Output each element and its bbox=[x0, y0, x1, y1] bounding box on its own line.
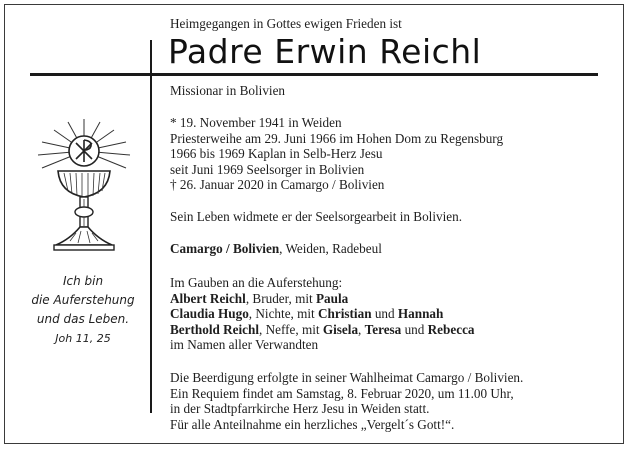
relative-name: Paula bbox=[315, 290, 349, 306]
relatives-closing: im Namen aller Verwandten bbox=[170, 337, 319, 353]
relative-name: Hannah bbox=[397, 306, 444, 322]
verse-line: Ich bin bbox=[62, 274, 104, 288]
biography bbox=[170, 115, 503, 193]
relative-text: , Bruder, mit bbox=[245, 290, 316, 306]
relative-line bbox=[170, 291, 475, 307]
places-rest: , Weiden, Radebeul bbox=[279, 241, 382, 256]
bio-line: † 26. Januar 2020 in Camargo / Bolivien bbox=[170, 177, 385, 193]
relative-name: Albert Reichl bbox=[170, 290, 246, 306]
places-line bbox=[170, 241, 382, 257]
role-text: Missionar in Bolivien bbox=[170, 83, 286, 98]
cross-horizontal-bar bbox=[30, 73, 598, 76]
bio-line: * 19. November 1941 in Weiden bbox=[170, 115, 342, 130]
relative-name: Teresa bbox=[364, 321, 402, 337]
relative-text: und bbox=[401, 321, 428, 337]
relative-name: Berthold Reichl bbox=[170, 321, 260, 337]
chalice-chi-rho-icon bbox=[30, 115, 138, 255]
funeral-line: in der Stadtpfarrkirche Herz Jesu in Weiden statt. bbox=[170, 401, 430, 417]
relative-text: , Nichte, mit bbox=[248, 306, 319, 322]
relative-text: und bbox=[371, 306, 398, 322]
deceased-name: Padre Erwin Reichl bbox=[168, 32, 482, 71]
verse-line: und das Leben. bbox=[36, 312, 130, 326]
relative-line bbox=[170, 322, 475, 338]
verse-reference: Joh 11, 25 bbox=[55, 332, 111, 345]
bible-verse bbox=[16, 272, 150, 348]
bio-line: Priesterweihe am 29. Juni 1966 im Hohen Dom zu Regensburg bbox=[170, 130, 504, 146]
relative-text: , bbox=[358, 321, 365, 337]
life-text: Sein Leben widmete er der Seelsorgearbeit in Bolivien. bbox=[170, 209, 462, 224]
relative-name: Claudia Hugo bbox=[170, 306, 249, 322]
relative-line bbox=[170, 306, 475, 322]
funeral-info bbox=[170, 370, 523, 432]
relatives-intro: Im Gauben an die Auferstehung: bbox=[170, 275, 343, 290]
relative-text: , Neffe, mit bbox=[259, 321, 323, 337]
relatives-block bbox=[170, 275, 475, 353]
bio-line: seit Juni 1969 Seelsorger in Bolivien bbox=[170, 161, 365, 177]
intro-text: Heimgegangen in Gottes ewigen Frieden ist bbox=[170, 16, 402, 31]
funeral-line: Für alle Anteilnahme ein herzliches „Vergelt´s Gott!“. bbox=[170, 416, 455, 432]
funeral-line: Ein Requiem findet am Samstag, 8. Februar 2020, um 11.00 Uhr, bbox=[170, 385, 514, 401]
relative-name: Rebecca bbox=[427, 321, 475, 337]
places-bold: Camargo / Bolivien bbox=[170, 241, 280, 256]
verse-line: die Auferstehung bbox=[31, 293, 135, 307]
relative-name: Gisela bbox=[322, 321, 359, 337]
relative-name: Christian bbox=[318, 306, 372, 322]
bio-line: 1966 bis 1969 Kaplan in Selb-Herz Jesu bbox=[170, 146, 383, 162]
cross-vertical-bar bbox=[150, 40, 152, 413]
funeral-line: Die Beerdigung erfolgte in seiner Wahlheimat Camargo / Bolivien. bbox=[170, 370, 524, 385]
